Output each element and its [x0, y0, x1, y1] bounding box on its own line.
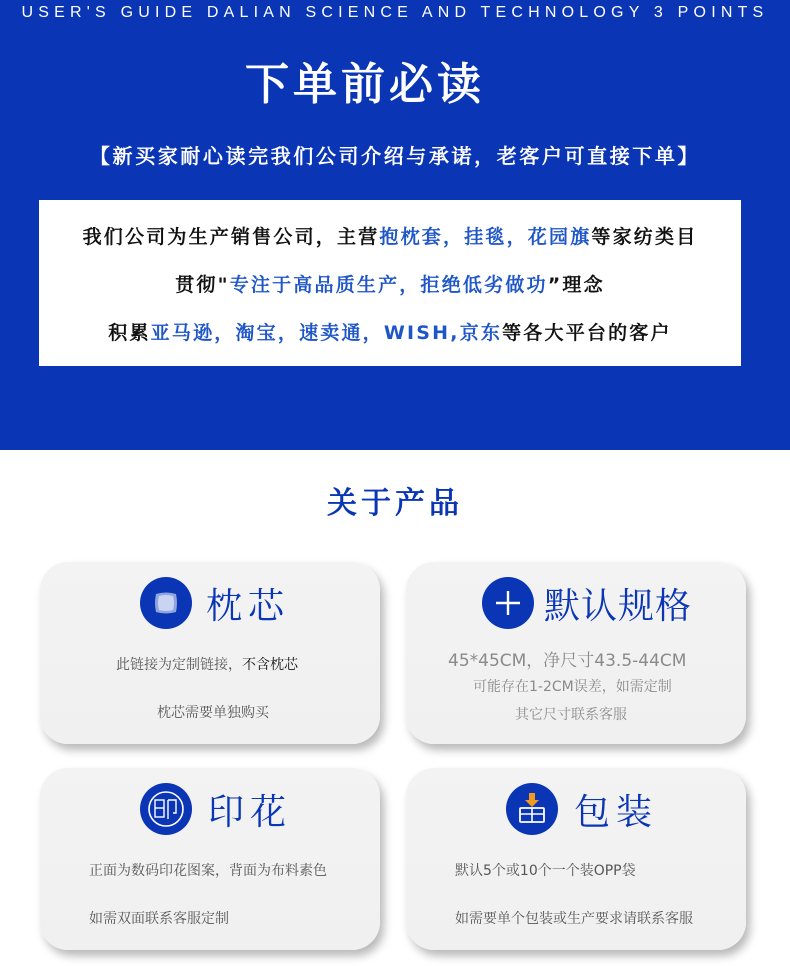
intro-line-2-text: 贯彻"	[175, 274, 230, 296]
intro-line-3-end: 等各大平台的客户	[502, 322, 672, 344]
plus-icon	[482, 577, 534, 629]
card-title: 枕芯	[206, 586, 291, 627]
spec-size: 45*45CM，净尺寸43.5-44CM	[448, 651, 687, 671]
card-text-1: 可能存在1-2CM误差，如需定制	[473, 679, 672, 695]
card-text-1a: 此链接为定制链接，	[116, 657, 242, 673]
pillow-icon	[140, 577, 192, 629]
card-title: 印花	[208, 792, 293, 833]
intro-line-3-text: 积累	[108, 322, 151, 344]
intro-line-3-highlight: 亚马逊，淘宝，速卖通，WISH,京东	[150, 322, 503, 344]
card-title: 默认规格	[544, 586, 693, 627]
intro-line-2-end: ”理念	[547, 274, 605, 296]
card-text-2: 如需双面联系客服定制	[89, 911, 229, 927]
intro-line-3	[39, 318, 741, 345]
intro-line-1-text: 我们公司为生产销售公司，主营	[82, 226, 380, 248]
print-stamp-icon	[140, 783, 192, 835]
english-tagline: USER'S GUIDE DALIAN SCIENCE AND TECHNOLOGY 3 POINTS	[21, 4, 769, 21]
card-text-1	[116, 654, 298, 674]
card-text-2: 枕芯需要单独购买	[157, 705, 269, 721]
card-text-1: 默认5个或10个一个装OPP袋	[455, 863, 636, 879]
intro-line-1-highlight: 抱枕套，挂毯，花园旗	[379, 226, 592, 248]
package-icon	[506, 783, 558, 835]
card-text-1: 正面为数码印花图案，背面为布料素色	[89, 863, 327, 879]
card-text-2: 如需要单个包装或生产要求请联系客服	[455, 911, 693, 927]
card-text-2: 其它尺寸联系客服	[515, 707, 627, 723]
intro-line-2	[39, 270, 741, 297]
intro-line-1-end: 等家纺类目	[591, 226, 698, 248]
intro-line-2-highlight: 专注于高品质生产，拒绝低劣做功	[229, 274, 548, 296]
page-title: 下单前必读	[245, 59, 485, 110]
section-title: 关于产品	[327, 486, 463, 521]
card-print	[40, 768, 380, 950]
card-packaging	[406, 768, 746, 950]
intro-line-1	[39, 222, 741, 249]
card-default-spec	[406, 562, 746, 744]
card-text-1b: 不含枕芯	[242, 657, 298, 673]
card-pillow-core	[40, 562, 380, 744]
notice-subtitle: 【新买家耐心读完我们公司介绍与承诺，老客户可直接下单】	[89, 144, 701, 168]
card-title: 包装	[574, 792, 659, 833]
